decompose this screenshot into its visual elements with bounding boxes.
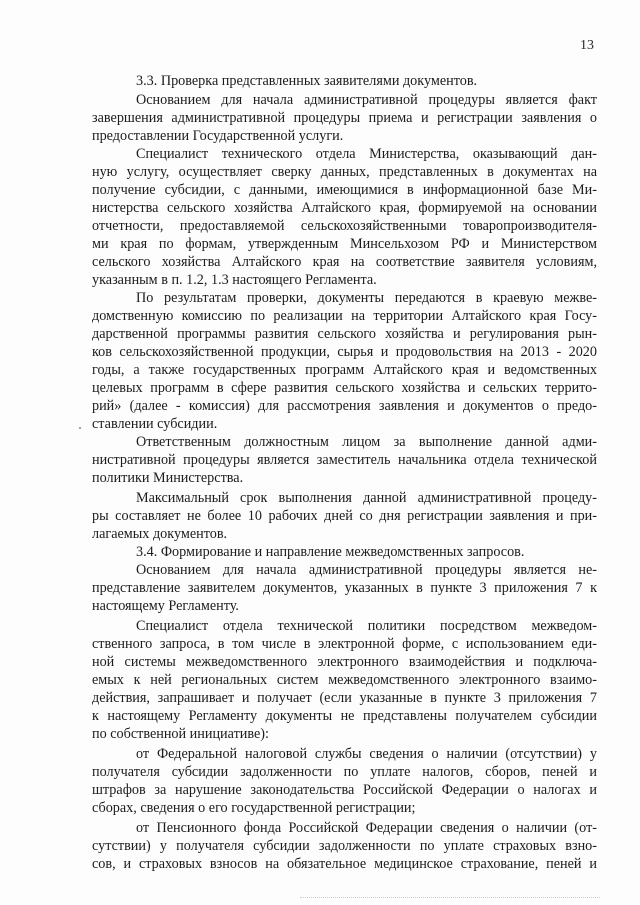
page-number: 13 xyxy=(580,38,594,53)
text-line: Специалист технического отдела Министерства, оказывающий дан- xyxy=(136,146,597,162)
text-line: ры составляет не более 10 рабочих дней со дня регистрации заявления и при- xyxy=(92,508,597,524)
text-line: сов, и страховых взносов на обязательное медицинское страхование, пеней и xyxy=(92,856,597,872)
text-line: штрафов за нарушение законодательства Российской Федерации о налогах и xyxy=(92,782,597,798)
text-line: отчетности, предоставляемой сельскохозяйственными товаропроизводителя- xyxy=(92,218,597,234)
text-line: получение субсидии, с данными, имеющимися в информационной базе Ми- xyxy=(92,182,597,198)
text-line: целевых программ в сфере развития сельского хозяйства и сельских террито- xyxy=(92,380,597,396)
text-line: нистративной процедуры является заместитель начальника отдела технической xyxy=(92,452,597,468)
text-line: ми края по формам, утвержденным Минсельхозом РФ и Министерством xyxy=(92,236,597,252)
text-line: ную услугу, осуществляет сверку данных, представленных в документах на xyxy=(92,164,597,180)
text-line: по собственной инициативе): xyxy=(92,726,269,742)
text-line: Специалист отдела технической политики посредством межведом- xyxy=(136,618,597,634)
text-line: рий» (далее - комиссия) для рассмотрения заявления и документов о предо- xyxy=(92,398,597,414)
text-line: годы, а также государственных программ Алтайского края и ведомственных xyxy=(92,362,597,378)
text-line: действия, запрашивает и получает (если указанные в пункте 3 приложения 7 xyxy=(92,690,597,706)
text-line: нистерства сельского хозяйства Алтайского края, формируемой на основании xyxy=(92,200,597,216)
text-line: 3.4. Формирование и направление межведомственных запросов. xyxy=(136,544,525,560)
text-line: дарственной программы развития сельского хозяйства и регулирования рын- xyxy=(92,326,597,342)
text-line: Основанием для начала административной процедуры является не- xyxy=(136,562,597,578)
text-line: представление заявителем документов, указанных в пункте 3 приложения 7 к xyxy=(92,580,597,596)
text-line: сельского хозяйства Алтайского края на соответствие заявителя условиям, xyxy=(92,254,597,270)
text-line: ственного запроса, в том числе в электронной форме, с использованием еди- xyxy=(92,636,597,652)
text-line: ков сельскохозяйственной продукции, сырья и продовольствия на 2013 - 2020 xyxy=(92,344,597,360)
text-line: настоящему Регламенту. xyxy=(92,598,239,614)
text-line: Максимальный срок выполнения данной административной процеду- xyxy=(136,490,597,506)
text-line: Основанием для начала административной процедуры является факт xyxy=(136,92,597,108)
text-line: лагаемых документов. xyxy=(92,526,228,542)
text-line: По результатам проверки, документы передаются в краевую межве- xyxy=(136,290,597,306)
text-line: сборах, сведения о его государственной регистрации; xyxy=(92,800,416,816)
text-line: указанным в п. 1.2, 1.3 настоящего Регламента. xyxy=(92,272,377,288)
text-line: емых к ней региональных систем межведомственного электронного взаимо- xyxy=(92,672,597,688)
text-line: к настоящему Регламенту документы не представлены получателем субсидии xyxy=(92,708,597,724)
text-line: ставлении субсидии. xyxy=(92,416,218,432)
scan-edge-artifact xyxy=(300,897,600,898)
text-line: политики Министерства. xyxy=(92,470,244,486)
text-line: предоставлении Государственной услуги. xyxy=(92,128,344,144)
text-line: сутствии) у получателя субсидии задолженности по уплате страховых взно- xyxy=(92,838,597,854)
text-line: получателя субсидии задолженности по уплате налогов, сборов, пеней и xyxy=(92,764,597,780)
text-line: от Федеральной налоговой службы сведения о наличии (отсутствии) у xyxy=(136,746,597,762)
text-line: ной системы межведомственного электронного взаимодействия и подключа- xyxy=(92,654,597,670)
text-line: завершения административной процедуры приема и регистрации заявления о xyxy=(92,110,597,126)
text-line: 3.3. Проверка представленных заявителями документов. xyxy=(136,73,478,89)
text-line: Ответственным должностным лицом за выполнение данной адми- xyxy=(136,434,597,450)
text-line: домственную комиссию по реализации на территории Алтайского края Госу- xyxy=(92,308,597,324)
margin-mark xyxy=(79,427,81,429)
text-line: от Пенсионного фонда Российской Федерации сведения о наличии (от- xyxy=(136,820,597,836)
